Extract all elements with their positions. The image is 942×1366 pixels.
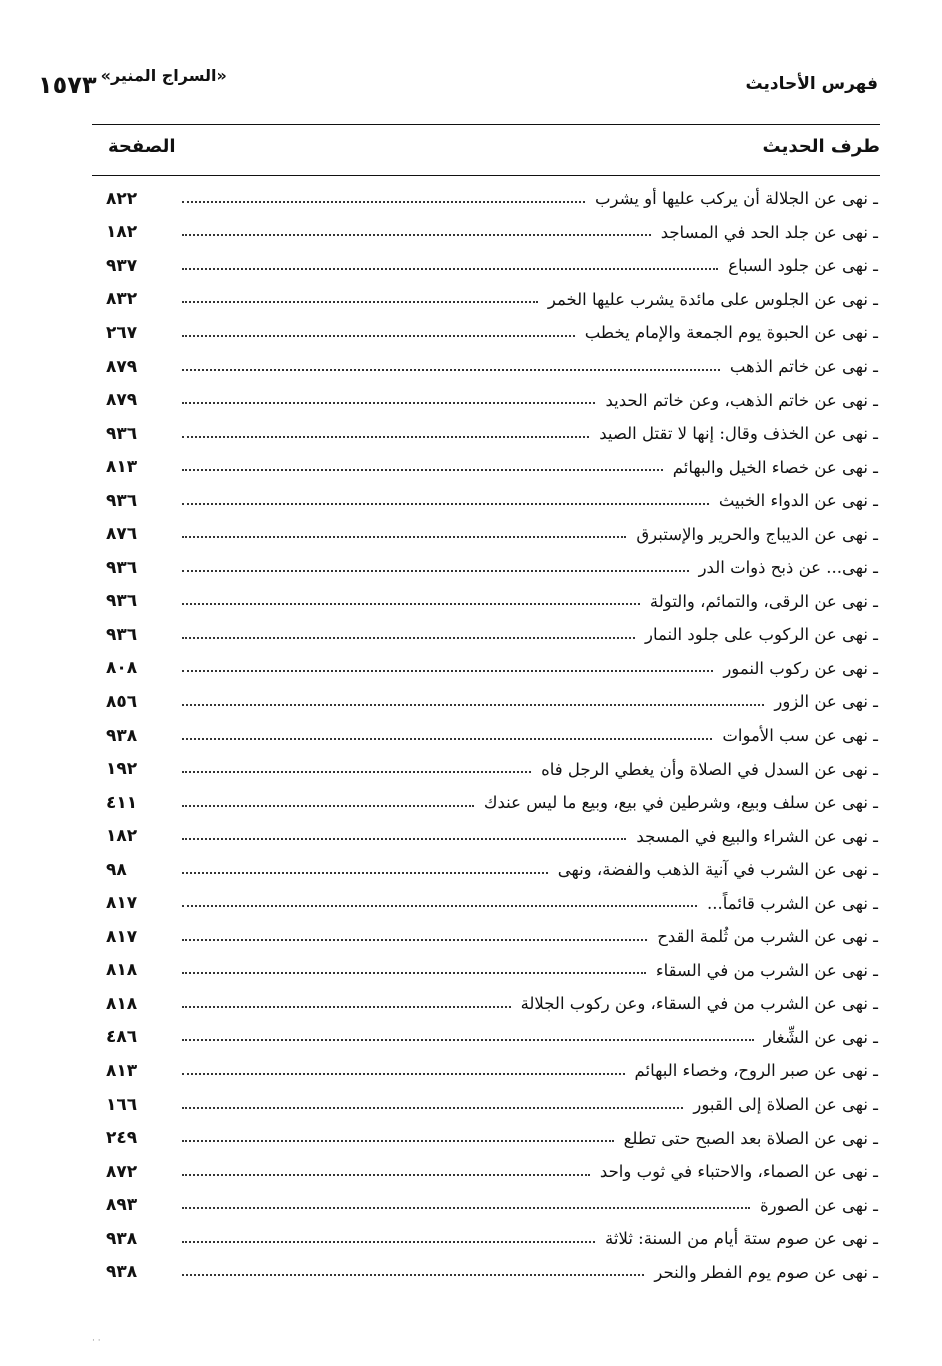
index-entry — [96, 517, 878, 551]
entry-text: ـ نهى عن السدل في الصلاة وأن يغطي الرجل فاه — [541, 759, 878, 779]
dot-leader — [182, 536, 626, 538]
entry-page-number: ٤١١ — [106, 792, 138, 813]
index-entry — [96, 182, 878, 216]
index-entry — [96, 1054, 878, 1088]
entry-page-number: ١٨٢ — [106, 826, 138, 847]
index-entry — [96, 786, 878, 820]
entry-page-number: ٩٣٦ — [106, 490, 138, 511]
entry-text: ـ نهى عن خاتم الذهب، وعن خاتم الحديد — [605, 390, 878, 410]
index-entry — [96, 719, 878, 753]
entry-page-number: ٨٧٩ — [106, 356, 138, 377]
entry-text: ـ نهى عن الصماء، والاحتباء في ثوب واحد — [599, 1162, 878, 1182]
index-entry — [96, 216, 878, 250]
entry-page-number: ٨١٨ — [106, 993, 138, 1014]
entry-page-number: ٨٣٢ — [106, 289, 138, 310]
entry-page-number: ٩٨ — [106, 859, 127, 880]
book-title: «السراج المنير» — [100, 66, 227, 85]
index-entry — [96, 249, 878, 283]
dot-leader — [182, 335, 575, 337]
dot-leader — [182, 939, 647, 941]
index-entry — [96, 1222, 878, 1256]
entry-page-number: ٩٣٨ — [106, 1262, 138, 1283]
footer-mark: · · — [92, 1336, 101, 1346]
entry-text: ـ نهى عن جلد الحد في المساجد — [660, 222, 878, 242]
entry-text: ـ نهى عن الصلاة بعد الصبح حتى تطلع — [623, 1128, 878, 1148]
dot-leader — [182, 201, 585, 203]
entry-text: ـ نهى عن الشرب من في السقاء — [655, 960, 878, 980]
dot-leader — [182, 268, 718, 270]
entry-text: ـ نهى عن الزور — [774, 692, 878, 712]
entry-text: ـ نهى عن صوم ستة أيام من السنة: ثلاثة — [605, 1229, 878, 1249]
entry-page-number: ٩٣٨ — [106, 725, 138, 746]
index-entry — [96, 1155, 878, 1189]
entry-page-number: ٩٣٨ — [106, 1228, 138, 1249]
dot-leader — [182, 1039, 754, 1041]
entry-text: ـ نهى عن سب الأموات — [722, 726, 878, 746]
dot-leader — [182, 1006, 511, 1008]
entry-page-number: ٤٨٦ — [106, 1027, 138, 1048]
entry-page-number: ٨١٨ — [106, 960, 138, 981]
entry-text: ـ نهى عن الجلوس على مائدة يشرب عليها الخمر — [547, 289, 878, 309]
entry-page-number: ١٦٦ — [106, 1094, 138, 1115]
index-entry — [96, 316, 878, 350]
entry-page-number: ٨١٧ — [106, 893, 138, 914]
running-head — [38, 66, 878, 106]
entry-text: ـ نهى عن الديباج والحرير والإستبرق — [636, 524, 878, 544]
dot-leader — [182, 872, 548, 874]
entry-page-number: ٩٣٧ — [106, 255, 138, 276]
entry-page-number: ٨٢٢ — [106, 188, 138, 209]
dot-leader — [182, 1073, 625, 1075]
entry-text: ـ نهى عن الدواء الخبيث — [718, 491, 878, 511]
dot-leader — [182, 905, 697, 907]
entry-page-number: ٨٥٦ — [106, 691, 138, 712]
index-entry — [96, 484, 878, 518]
hadith-index-list — [96, 182, 878, 1289]
index-entry — [96, 1188, 878, 1222]
entry-text: ـ نهى عن جلود السباع — [728, 256, 878, 276]
dot-leader — [182, 369, 720, 371]
entry-page-number: ٩٣٦ — [106, 423, 138, 444]
dot-leader — [182, 637, 635, 639]
dot-leader — [182, 1140, 614, 1142]
index-entry — [96, 886, 878, 920]
index-entry — [96, 1121, 878, 1155]
index-entry — [96, 853, 878, 887]
entry-text: ـ نهى عن الشرب في آنية الذهب والفضة، ونهى — [557, 860, 878, 880]
entry-text: ـ نهى عن الرقى، والتمائم، والتولة — [649, 591, 878, 611]
entry-page-number: ٨٠٨ — [106, 658, 138, 679]
entry-text: ـ نهى عن صبر الروح، وخصاء البهائم — [634, 1061, 878, 1081]
dot-leader — [182, 972, 646, 974]
entry-text: ـ نهى عن الشرب قائماً... — [707, 893, 878, 913]
index-entry — [96, 1088, 878, 1122]
entry-text: ـ نهى عن الصلاة إلى القبور — [693, 1095, 878, 1115]
dot-leader — [182, 503, 709, 505]
dot-leader — [182, 771, 531, 773]
entry-text: ـ نهى عن الصورة — [760, 1195, 878, 1215]
page-number: ١٥٧٣ — [38, 71, 97, 99]
entry-page-number: ٨١٣ — [106, 457, 138, 478]
entry-text: ـ نهى عن سلف وبيع، وشرطين في بيع، وبيع ما ليس عندك — [483, 793, 878, 813]
entry-page-number: ٢٦٧ — [106, 322, 138, 343]
entry-page-number: ٨٧٦ — [106, 524, 138, 545]
index-entry — [96, 685, 878, 719]
dot-leader — [182, 1107, 683, 1109]
dot-leader — [182, 570, 689, 572]
index-entry — [96, 551, 878, 585]
entry-text: ـ نهى عن الجلالة أن يركب عليها أو يشرب — [594, 189, 878, 209]
entry-text: ـ نهى عن ركوب النمور — [723, 658, 878, 678]
index-entry — [96, 350, 878, 384]
index-entry — [96, 383, 878, 417]
entry-page-number: ٨١٣ — [106, 1060, 138, 1081]
entry-text: ـ نهى عن الشراء والبيع في المسجد — [636, 826, 878, 846]
dot-leader — [182, 738, 712, 740]
dot-leader — [182, 704, 764, 706]
entry-page-number: ٨٧٩ — [106, 390, 138, 411]
entry-text: ـ نهى عن خصاء الخيل والبهائم — [672, 457, 878, 477]
entry-page-number: ٢٤٩ — [106, 1128, 138, 1149]
index-entry — [96, 954, 878, 988]
dot-leader — [182, 469, 663, 471]
entry-text: ـ نهى عن الشرب من ثُلمة القدح — [657, 927, 878, 947]
dot-leader — [182, 402, 595, 404]
entry-text: ـ نهى عن الحبوة يوم الجمعة والإمام يخطب — [584, 323, 878, 343]
entry-text: ـ نهى عن خاتم الذهب — [729, 357, 878, 376]
dot-leader — [182, 1274, 644, 1276]
column-header-rule — [92, 175, 880, 176]
entry-page-number: ٨٩٣ — [106, 1195, 138, 1216]
page-column-header: الصفحة — [108, 136, 176, 157]
dot-leader — [182, 301, 538, 303]
dot-leader — [182, 838, 626, 840]
entry-text: ـ نهى عن الخذف وقال: إنها لا تقتل الصيد — [599, 424, 878, 444]
index-entry — [96, 417, 878, 451]
dot-leader — [182, 1174, 590, 1176]
index-entry — [96, 920, 878, 954]
dot-leader — [182, 603, 640, 605]
entry-column-header: طرف الحديث — [762, 136, 880, 157]
dot-leader — [182, 805, 474, 807]
entry-text: ـ نهى... عن ذبح ذوات الدر — [698, 558, 878, 578]
dot-leader — [182, 1207, 750, 1209]
dot-leader — [182, 1241, 595, 1243]
dot-leader — [182, 234, 651, 236]
entry-page-number: ١٩٢ — [106, 759, 138, 780]
section-title: فهرس الأحاديث — [745, 74, 878, 94]
entry-page-number: ١٨٢ — [106, 222, 138, 243]
index-entry — [96, 450, 878, 484]
index-entry — [96, 819, 878, 853]
entry-text: ـ نهى عن صوم يوم الفطر والنحر — [654, 1262, 878, 1282]
index-entry — [96, 1256, 878, 1290]
entry-page-number: ٨٧٢ — [106, 1161, 138, 1182]
index-entry — [96, 987, 878, 1021]
entry-text: ـ نهى عن الشِّغار — [763, 1027, 878, 1047]
index-entry — [96, 1021, 878, 1055]
page-number-block — [38, 66, 227, 99]
index-entry — [96, 652, 878, 686]
index-entry — [96, 283, 878, 317]
entry-page-number: ٨١٧ — [106, 926, 138, 947]
index-entry — [96, 618, 878, 652]
entry-page-number: ٩٣٦ — [106, 557, 138, 578]
entry-text: ـ نهى عن الركوب على جلود النمار — [644, 625, 878, 645]
index-entry — [96, 585, 878, 619]
header-rule — [92, 124, 880, 125]
entry-page-number: ٩٣٦ — [106, 624, 138, 645]
index-entry — [96, 752, 878, 786]
entry-page-number: ٩٣٦ — [106, 591, 138, 612]
entry-text: ـ نهى عن الشرب من في السقاء، وعن ركوب الجلالة — [520, 994, 878, 1014]
dot-leader — [182, 670, 713, 672]
dot-leader — [182, 436, 589, 438]
